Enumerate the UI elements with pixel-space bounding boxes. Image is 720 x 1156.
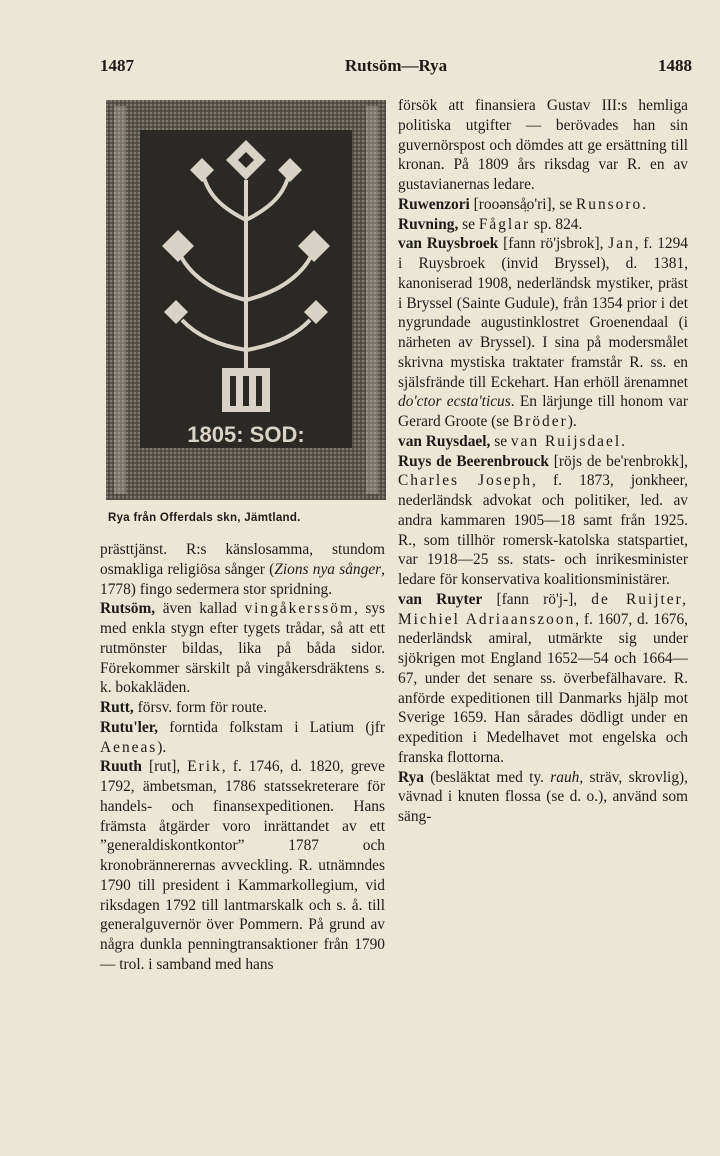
headword: Rya	[398, 768, 424, 786]
entry-ruysdael: van Ruysdael, se van Ruijsdael.	[398, 432, 625, 450]
figure-caption: Rya från Offerdals skn, Jämtland.	[108, 512, 301, 524]
entry-rutt: Rutt, försv. form för route.	[100, 699, 267, 716]
headword: Ruwenzori	[398, 195, 470, 213]
entry-ruyter: van Ruyter [fann rö'j-], de Ruijter, Michiel Adriaanszoon, f. 1607, d. 1676, nederländsk amiral, utmärkte sig under sjökrigen mot England 1652—54 och 1664—67, under det senare ss. överbefälhavare. R. anförde expeditionen till Danmarks hjälp mot Sverige 1659. Han sårades dödligt under en expedition i Medelhavet mot engelska och franska flottorna.	[398, 590, 689, 766]
headword: Rutt,	[100, 699, 134, 716]
headword: Ruys de Beerenbrouck	[398, 452, 549, 470]
headword: van Ruysbroek	[398, 235, 499, 253]
entry-ruys-de-beerenbrouck: Ruys de Beerenbrouck [röjs de be'renbrokk], Charles Joseph, f. 1873, jonkheer, nederländsk advokat och politiker, led. av andra kammaren 1905—18 samt från 1925. R., som tillhör romersk-katolska statspartiet, var 1918—25 ss. stats- och inrikesminister ledare för konservativa koalitionsministärer.	[398, 452, 688, 588]
headword: van Ruysdael,	[398, 432, 491, 450]
headword: Rutsöm,	[100, 600, 156, 618]
headword: van Ruyter	[398, 590, 483, 608]
entry-rya: Rya (besläktat med ty. rauh, sträv, skrovlig), vävnad i knuten flossa (se d. o.), använd som säng-	[398, 768, 688, 825]
entry-rutsom: Rutsöm, även kallad vingåkerssöm, sys med enkla stygn efter tygets trådar, så att ett rutmönster bildas, lika på båda sidor. Förekommer särskilt på vingåkersdräktens s. k. bokakläden.	[100, 600, 385, 697]
entry-ruwenzori: Ruwenzori [rooənså̤o'ri], se Runsoro.	[398, 195, 647, 213]
entry-continuation-right: försök att finansiera Gustav III:s hemliga politiska utgifter — berövades han sin guvernörspost och dömdes att ge ersättning till kronan. På 1809 års riksdag var R. en av gustavianernas ledare.	[398, 97, 688, 193]
headword: Ruuth	[100, 758, 142, 776]
entry-continuation-left: prästtjänst. R:s känslosamma, stundom osmakliga religiösa sånger (Zions nya sånger, 1778) fingo sedermera stor spridning.	[100, 541, 386, 598]
page-header	[100, 56, 692, 86]
rug-illustration	[106, 100, 386, 500]
entry-ruvning: Ruvning, se Fåglar sp. 824.	[398, 215, 583, 233]
right-column	[398, 96, 688, 827]
rug-inscription: 1805: SOD:	[187, 422, 305, 447]
rya-rug-photo	[106, 100, 386, 500]
headword: Rutu'ler,	[100, 718, 159, 736]
page-number-right: 1488	[658, 56, 692, 75]
left-column	[100, 540, 385, 975]
page-number-left: 1487	[100, 56, 134, 75]
entry-ruuth: Ruuth [rut], Erik, f. 1746, d. 1820, greve 1792, ämbetsman, 1786 statssekreterare för handels- och finansexpeditionen. Hans främsta åtgärder voro inrättandet av ett ”generaldiskontkontor” 1787 och kronobrännerernas avveckling. R. utnämndes 1790 till president i Kammarkollegium, vid riksdagen 1792 till lantmarskalk och s. å. till generalguvernör över Pommern. På grund av några dunkla penningtransaktioner från 1790 — trol. i samband med hans	[100, 758, 385, 973]
headword: Ruvning,	[398, 215, 459, 233]
entry-ruysbroek: van Ruysbroek [fann rö'jsbrok], Jan, f. 1294 i Ruysbroek (invid Bryssel), d. 1381, kanoniserad 1908, nederländsk mystiker, präst i Bryssel (Sainte Gudule), från 1354 prior i det nygrundade augustinklostret Groenendaal (i närheten av Bryssel). I sina på modersmålet skrivna mystiska traktater framstår R. ss. en själsfrände till Eckehart. Han erhöll ärenamnet do'ctor ecsta'ticus. En lärjunge till honom var Gerard Groote (se Bröder).	[398, 235, 688, 430]
running-head: Rutsöm—Rya	[344, 56, 448, 75]
entry-rutuler: Rutu'ler, forntida folkstam i Latium (jfr Aeneas).	[100, 718, 385, 756]
